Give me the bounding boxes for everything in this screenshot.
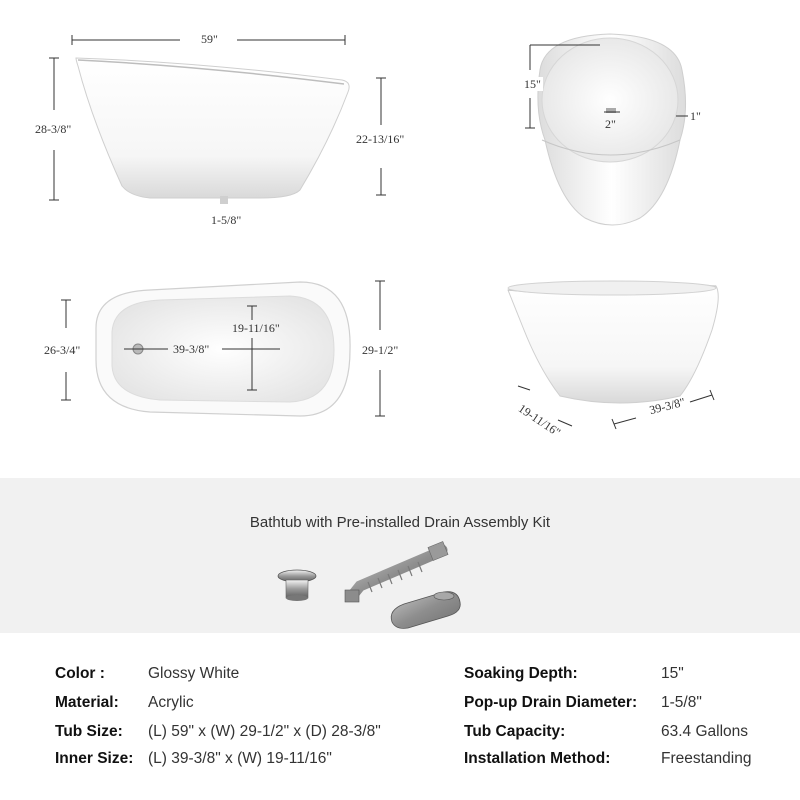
pop-up-drain-icon [278,570,316,601]
side-length-label: 59" [201,32,218,46]
side-view-tub [76,58,349,204]
persp-inner-length-label: 39-3/8" [647,394,687,418]
persp-inner-width-label: 19-11/16" [515,401,564,440]
drain-pipe-assembly-icon [345,542,460,629]
spec-key: Color : [55,665,105,682]
specifications-section [0,633,800,800]
top-width-left-label: 26-3/4" [44,343,81,357]
spec-key: Tub Size: [55,723,123,740]
end-depth-label: 15" [524,77,541,91]
perspective-tub [508,281,718,403]
top-inner-length-label: 39-3/8" [173,342,210,356]
spec-value: (L) 59" x (W) 29-1/2" x (D) 28-3/8" [148,723,381,740]
spec-value: 15" [661,665,684,682]
spec-value: Acrylic [148,694,194,711]
spec-key: Installation Method: [464,750,611,767]
kit-title: Bathtub with Pre-installed Drain Assembly Kit [249,514,551,531]
spec-value: Freestanding [661,750,752,767]
side-height-label: 28-3/8" [35,122,72,136]
top-inner-width-label: 19-11/16" [232,321,280,335]
side-inner-height-label: 22-13/16" [356,132,405,146]
spec-key: Inner Size: [55,750,134,767]
top-width-right-label: 29-1/2" [362,343,399,357]
end-overflow-label: 1" [690,109,701,123]
spec-key: Material: [55,694,119,711]
side-drain-label: 1-5/8" [211,213,242,227]
spec-value: 1-5/8" [661,694,702,711]
end-drain-label: 2" [605,117,616,131]
spec-key: Soaking Depth: [464,665,578,682]
spec-key: Tub Capacity: [464,723,566,740]
spec-value: 63.4 Gallons [661,723,749,740]
drain-kit-section [0,478,800,633]
spec-key: Pop-up Drain Diameter: [464,694,638,711]
drain-kit-illustration [0,478,800,633]
spec-value: Glossy White [148,665,240,682]
spec-value: (L) 39-3/8" x (W) 19-11/16" [148,750,332,767]
